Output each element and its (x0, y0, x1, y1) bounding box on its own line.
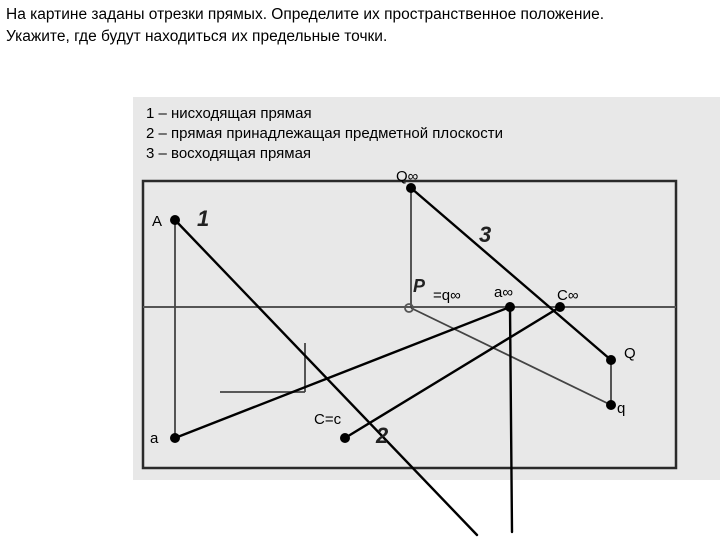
line-2-c-to-c-inf (345, 307, 560, 438)
point-a (170, 433, 180, 443)
handwritten-letter-p: P (413, 276, 426, 296)
point-c (340, 433, 350, 443)
handwritten-number-3: 3 (479, 222, 492, 247)
legend-item-3: 3 – восходящая прямая (146, 145, 312, 162)
label-a: a (150, 430, 159, 447)
label-q-inf: Q∞ (396, 168, 419, 185)
line-a-to-a-inf (175, 307, 510, 438)
task-line-2: Укажите, где будут находиться их предельные точки. (6, 28, 388, 45)
handwritten-number-2: 2 (376, 423, 389, 448)
line-a-inf-vertical (510, 307, 512, 532)
legend-item-1: 1 – нисходящая прямая (146, 105, 312, 122)
handwritten-number-1: 1 (197, 206, 210, 231)
label-q: q (617, 400, 626, 417)
point-A (170, 215, 180, 225)
label-Q: Q (624, 345, 636, 362)
label-c-eq: C=c (314, 411, 342, 428)
legend (146, 104, 503, 164)
label-q-inf-eq: =q∞ (433, 287, 461, 304)
legend-item-2: 2 – прямая принадлежащая предметной плоскости (146, 125, 504, 142)
point-Q (606, 355, 616, 365)
task-line-1: На картине заданы отрезки прямых. Определите их пространственное положение. (6, 6, 605, 23)
line-1-descending (175, 220, 477, 535)
picture-frame (143, 181, 676, 468)
point-q (606, 400, 616, 410)
label-c-inf: C∞ (557, 287, 579, 304)
point-a-inf (505, 302, 515, 312)
label-a-inf: a∞ (494, 284, 514, 301)
label-A: A (152, 213, 163, 230)
